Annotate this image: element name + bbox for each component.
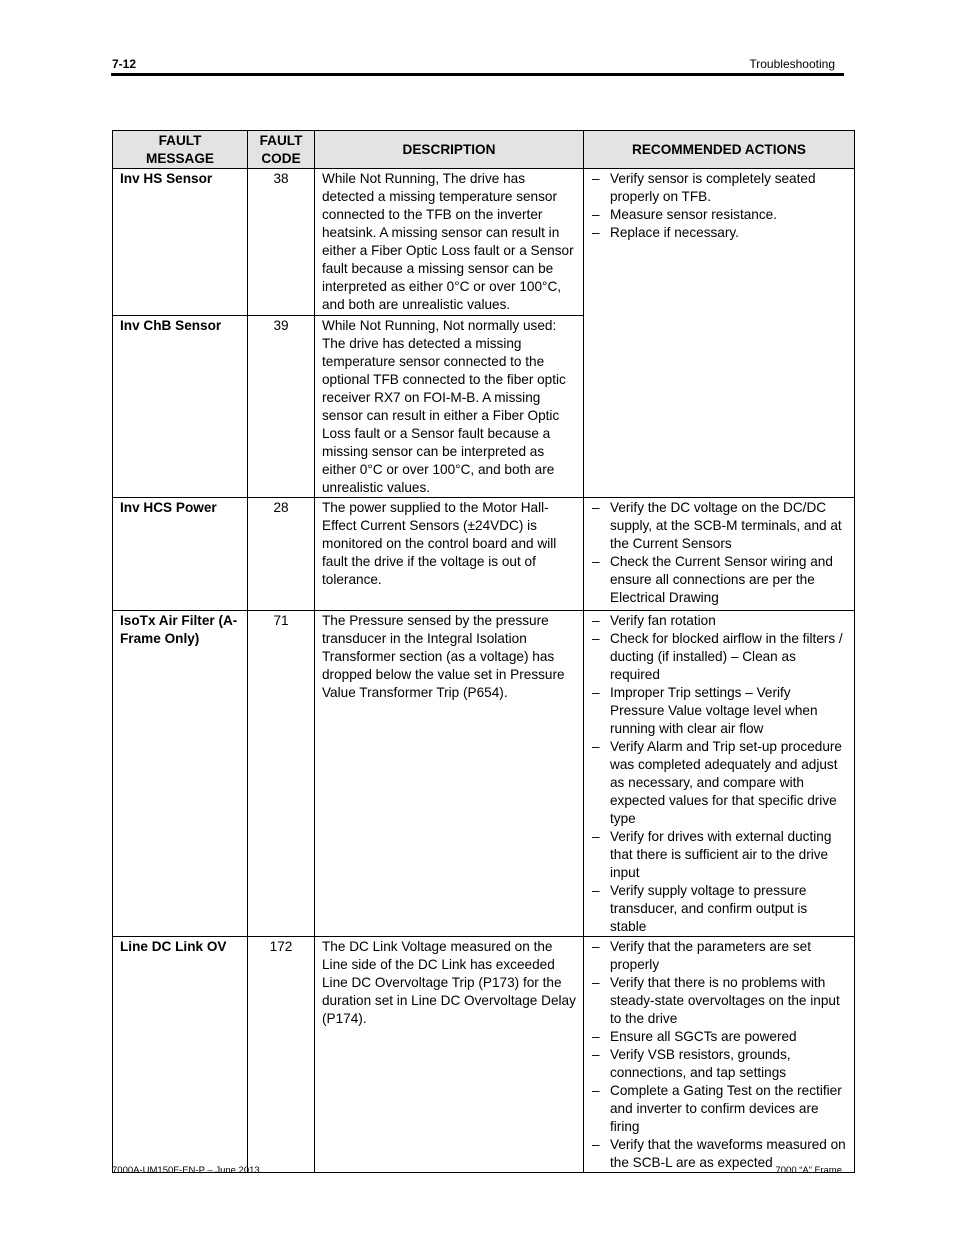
fault-code: 38	[248, 169, 315, 316]
action-item: – Measure sensor resistance.	[591, 206, 847, 224]
action-list	[591, 938, 847, 1172]
fault-code: 71	[248, 611, 315, 937]
action-list	[591, 170, 847, 242]
action-item: – Verify supply voltage to pressure transducer, and confirm output is stable	[591, 882, 847, 936]
action-item: – Ensure all SGCTs are powered	[591, 1028, 847, 1046]
fault-message: Inv HS Sensor	[113, 169, 248, 316]
fault-table	[112, 130, 855, 1173]
recommended-actions	[584, 498, 855, 611]
action-item: – Verify for drives with external ducting that there is sufficient air to the drive input	[591, 828, 847, 882]
column-header-fault-code: FAULT CODE	[248, 131, 315, 169]
fault-message: Line DC Link OV	[113, 937, 248, 1173]
action-item: – Verify fan rotation	[591, 612, 847, 630]
column-header-description: DESCRIPTION	[315, 131, 584, 169]
action-list	[591, 612, 847, 936]
fault-code: 39	[248, 316, 315, 498]
fault-description: The power supplied to the Motor Hall-Effect Current Sensors (±24VDC) is monitored on the control board and will fault the drive if the voltage is out of tolerance.	[315, 498, 584, 611]
action-list	[591, 499, 847, 607]
table-header-row	[113, 131, 855, 169]
fault-description: The Pressure sensed by the pressure transducer in the Integral Isolation Transformer section (as a voltage) has dropped below the value set in Pressure Value Transformer Trip (P654).	[315, 611, 584, 937]
action-item: – Replace if necessary.	[591, 224, 847, 242]
action-item: – Verify the DC voltage on the DC/DC supply, at the SCB-M terminals, and at the Current Sensors	[591, 499, 847, 553]
footer-product: 7000 “A” Frame	[775, 1165, 842, 1176]
fault-description: The DC Link Voltage measured on the Line side of the DC Link has exceeded Line DC Overvoltage Trip (P173) for the duration set in Line DC Overvoltage Delay (P174).	[315, 937, 584, 1173]
fault-message: Inv HCS Power	[113, 498, 248, 611]
header-rule	[111, 73, 844, 76]
footer-document-id: 7000A-UM150F-EN-P – June 2013	[112, 1165, 260, 1176]
fault-code: 28	[248, 498, 315, 611]
action-item: – Verify Alarm and Trip set-up procedure was completed adequately and adjust as necessary, and compare with expected values for that specific drive type	[591, 738, 847, 828]
fault-message: Inv ChB Sensor	[113, 316, 248, 498]
action-item: – Verify that there is no problems with steady-state overvoltages on the input to the drive	[591, 974, 847, 1028]
recommended-actions	[584, 611, 855, 937]
recommended-actions	[584, 937, 855, 1173]
fault-code: 172	[248, 937, 315, 1173]
column-header-fault-message: FAULT MESSAGE	[113, 131, 248, 169]
table-row	[113, 937, 855, 1173]
action-item: – Check for blocked airflow in the filters / ducting (if installed) – Clean as required	[591, 630, 847, 684]
table-row	[113, 498, 855, 611]
action-item: – Verify that the waveforms measured on the SCB-L are as expected	[591, 1136, 847, 1172]
page-number: 7-12	[112, 57, 137, 71]
action-item: – Verify that the parameters are set properly	[591, 938, 847, 974]
fault-message: IsoTx Air Filter (A-Frame Only)	[113, 611, 248, 937]
fault-description: While Not Running, The drive has detected a missing temperature sensor connected to the TFB on the inverter heatsink. A missing sensor can result in either a Fiber Optic Loss fault or a Sensor fault because a missing sensor can be interpreted as either 0°C or over 100°C, and both are unrealistic values.	[315, 169, 584, 316]
fault-description: While Not Running, Not normally used: The drive has detected a missing temperature sensor connected to the optional TFB connected to the fiber optic receiver RX7 on FOI-M-B. A missing sensor can result in either a Fiber Optic Loss fault or a Sensor fault because a missing sensor can be interpreted as either 0°C or over 100°C, and both are unrealistic values.	[315, 316, 584, 498]
action-item: – Check the Current Sensor wiring and ensure all connections are per the Electrical Drawing	[591, 553, 847, 607]
section-title: Troubleshooting	[749, 57, 835, 71]
action-item: – Improper Trip settings – Verify Pressure Value voltage level when running with clear air flow	[591, 684, 847, 738]
action-item: – Complete a Gating Test on the rectifier and inverter to confirm devices are firing	[591, 1082, 847, 1136]
table-row	[113, 169, 855, 316]
action-item: – Verify sensor is completely seated properly on TFB.	[591, 170, 847, 206]
action-item: – Verify VSB resistors, grounds, connections, and tap settings	[591, 1046, 847, 1082]
recommended-actions	[584, 169, 855, 498]
table-row	[113, 611, 855, 937]
column-header-recommended-actions: RECOMMENDED ACTIONS	[584, 131, 855, 169]
